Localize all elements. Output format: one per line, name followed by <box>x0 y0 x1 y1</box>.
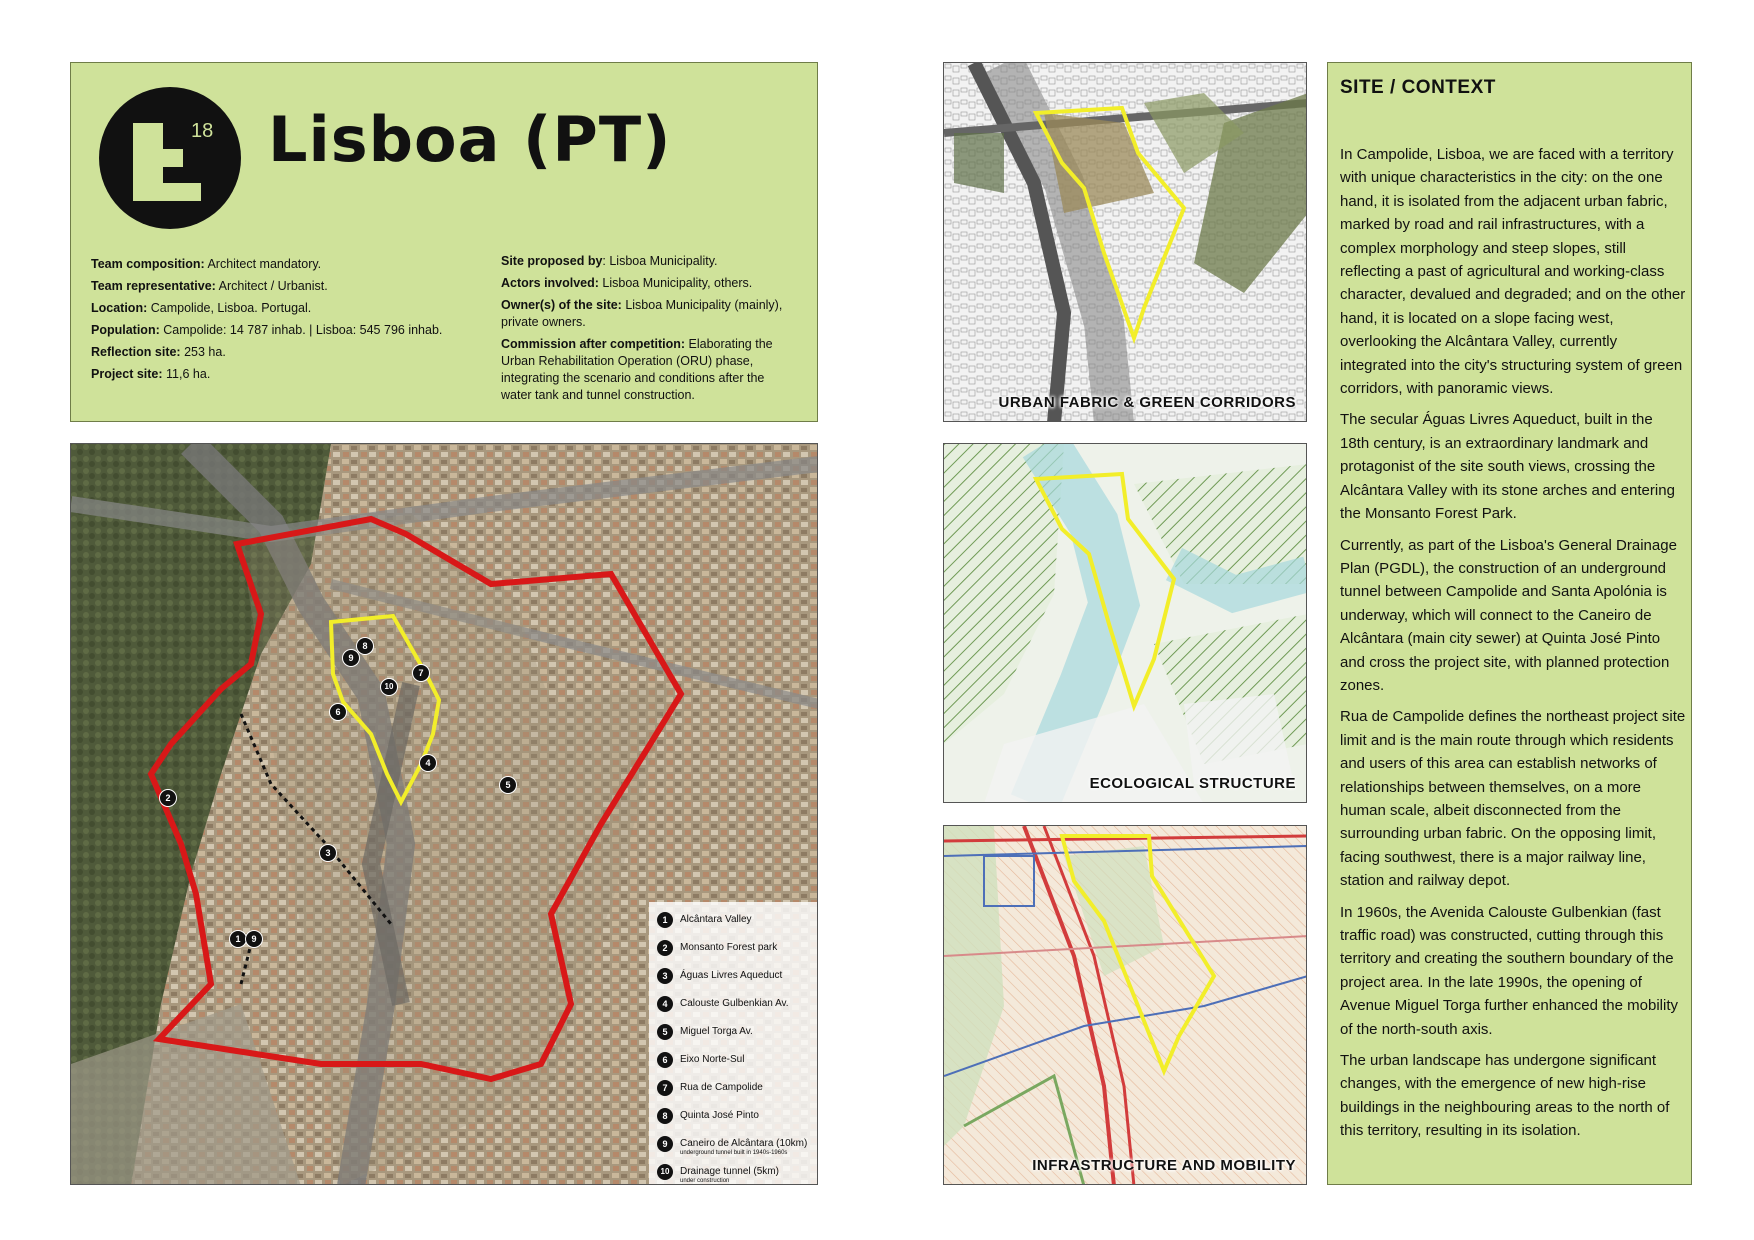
info-project-site: Project site: 11,6 ha. <box>91 367 211 381</box>
legend-item: 4 Calouste Gulbenkian Av. <box>657 996 789 1012</box>
context-paragraph: The secular Águas Livres Aqueduct, built in the 18th century, is an extraordinary landmark and protagonist of the site south views, crossing the Alcântara Valley with its stone arches and entering the Monsanto Forest Park. <box>1340 411 1675 523</box>
info-location: Location: Campolide, Lisboa. Portugal. <box>91 301 312 315</box>
context-paragraph: In 1960s, the Avenida Calouste Gulbenkian (fast traffic road) was constructed, cutting through this territory and creating the southern boundary of the project area. In the late 1990s, the opening of Avenue Miguel Torga further enhanced the mobility of the north-south axis. <box>1340 903 1678 1038</box>
map-pin-2: 2 <box>159 789 177 807</box>
info-population: Population: Campolide: 14 787 inhab. | Lisboa: 545 796 inhab. <box>91 323 443 337</box>
map-pin-5: 5 <box>499 776 517 794</box>
map-pin-9: 9 <box>342 649 360 667</box>
infrastructure-mobility-map <box>943 825 1307 1185</box>
context-paragraph: Rua de Campolide defines the northeast project site limit and is the main route through which residents and users of this area can establish networks of relationships between themselves, on a more human scale, albeit disconnected from the surrounding urban fabric. On the opposing limit, facing southwest, there is a major railway line, station and railway depot. <box>1340 708 1686 890</box>
context-paragraph: Currently, as part of the Lisboa's General Drainage Plan (PGDL), the construction of an underground tunnel between Campolide and Santa Apolónia is underway, which will connect to the Caneiro de Alcântara (main city sewer) at Quinta José Pinto and cross the project site, with planned protection zones. <box>1340 536 1677 694</box>
urban-fabric-graphic <box>944 63 1307 422</box>
map-pin-9b: 9 <box>245 930 263 948</box>
aerial-site-map <box>70 443 818 1185</box>
info-right <box>501 253 791 409</box>
europan-logo <box>99 87 241 229</box>
map-pin-10: 10 <box>380 678 398 696</box>
info-commission: Commission after competition: Elaborating the Urban Rehabilitation Operation (ORU) phase, integrating the scenario and conditions after the water tank and tunnel construction. <box>501 337 773 402</box>
info-left <box>91 253 481 385</box>
map-pin-4: 4 <box>419 754 437 772</box>
map-pin-6: 6 <box>329 703 347 721</box>
map-pin-1: 1 <box>229 930 247 948</box>
site-context-body <box>1340 143 1686 1151</box>
legend-item: 10 Drainage tunnel (5km) under construction <box>657 1164 779 1185</box>
infrastructure-mobility-graphic <box>944 826 1307 1185</box>
legend-item: 5 Miguel Torga Av. <box>657 1024 753 1040</box>
legend-item: 2 Monsanto Forest park <box>657 940 777 956</box>
site-context-panel <box>1327 62 1692 1185</box>
context-paragraph: The urban landscape has undergone significant changes, with the emergence of new high-rise buildings in the neighbouring areas to the north of this territory, resulting in its isolation. <box>1340 1052 1670 1140</box>
map-pin-3: 3 <box>319 844 337 862</box>
legend-item: 8 Quinta José Pinto <box>657 1108 759 1124</box>
info-owners: Owner(s) of the site: Lisboa Municipality (mainly), private owners. <box>501 298 783 329</box>
site-context-title: SITE / CONTEXT <box>1340 77 1496 98</box>
legend-item: 3 Águas Livres Aqueduct <box>657 968 782 984</box>
map-pin-8: 8 <box>356 637 374 655</box>
context-paragraph: In Campolide, Lisboa, we are faced with a territory with unique characteristics in the city: on the one hand, it is isolated from the adjacent urban fabric, marked by road and rail infrastructures, with a complex morphology and steep slopes, still reflecting a past of agricultural and working-class character, devalued and degraded; and on the other hand, it is located on a slope facing west, overlooking the Alcântara Valley, currently integrated into the city's structuring system of green corridors, with panoramic views. <box>1340 146 1686 398</box>
map-legend <box>649 902 818 1185</box>
page-title: Lisboa (PT) <box>268 103 672 176</box>
ecological-structure-map <box>943 443 1307 803</box>
info-actors: Actors involved: Lisboa Municipality, others. <box>501 276 753 290</box>
urban-fabric-map-title: URBAN FABRIC & GREEN CORRIDORS <box>998 394 1296 411</box>
legend-item: 7 Rua de Campolide <box>657 1080 763 1096</box>
ecological-structure-map-title: ECOLOGICAL STRUCTURE <box>1089 775 1296 792</box>
logo-number: 18 <box>191 120 214 142</box>
urban-fabric-map <box>943 62 1307 422</box>
legend-item: 1 Alcântara Valley <box>657 912 752 928</box>
map-pin-7: 7 <box>412 664 430 682</box>
info-team-representative: Team representative: Architect / Urbanist. <box>91 279 328 293</box>
info-reflection-site: Reflection site: 253 ha. <box>91 345 226 359</box>
legend-item: 9 Caneiro de Alcântara (10km) underground tunnel built in 1940s-1960s <box>657 1136 807 1157</box>
legend-item: 6 Eixo Norte-Sul <box>657 1052 744 1068</box>
ecological-structure-graphic <box>944 444 1307 803</box>
infrastructure-mobility-map-title: INFRASTRUCTURE AND MOBILITY <box>1032 1157 1296 1174</box>
header-panel <box>70 62 818 422</box>
info-team-composition: Team composition: Architect mandatory. <box>91 257 322 271</box>
info-site-proposed: Site proposed by: Lisboa Municipality. <box>501 254 718 268</box>
